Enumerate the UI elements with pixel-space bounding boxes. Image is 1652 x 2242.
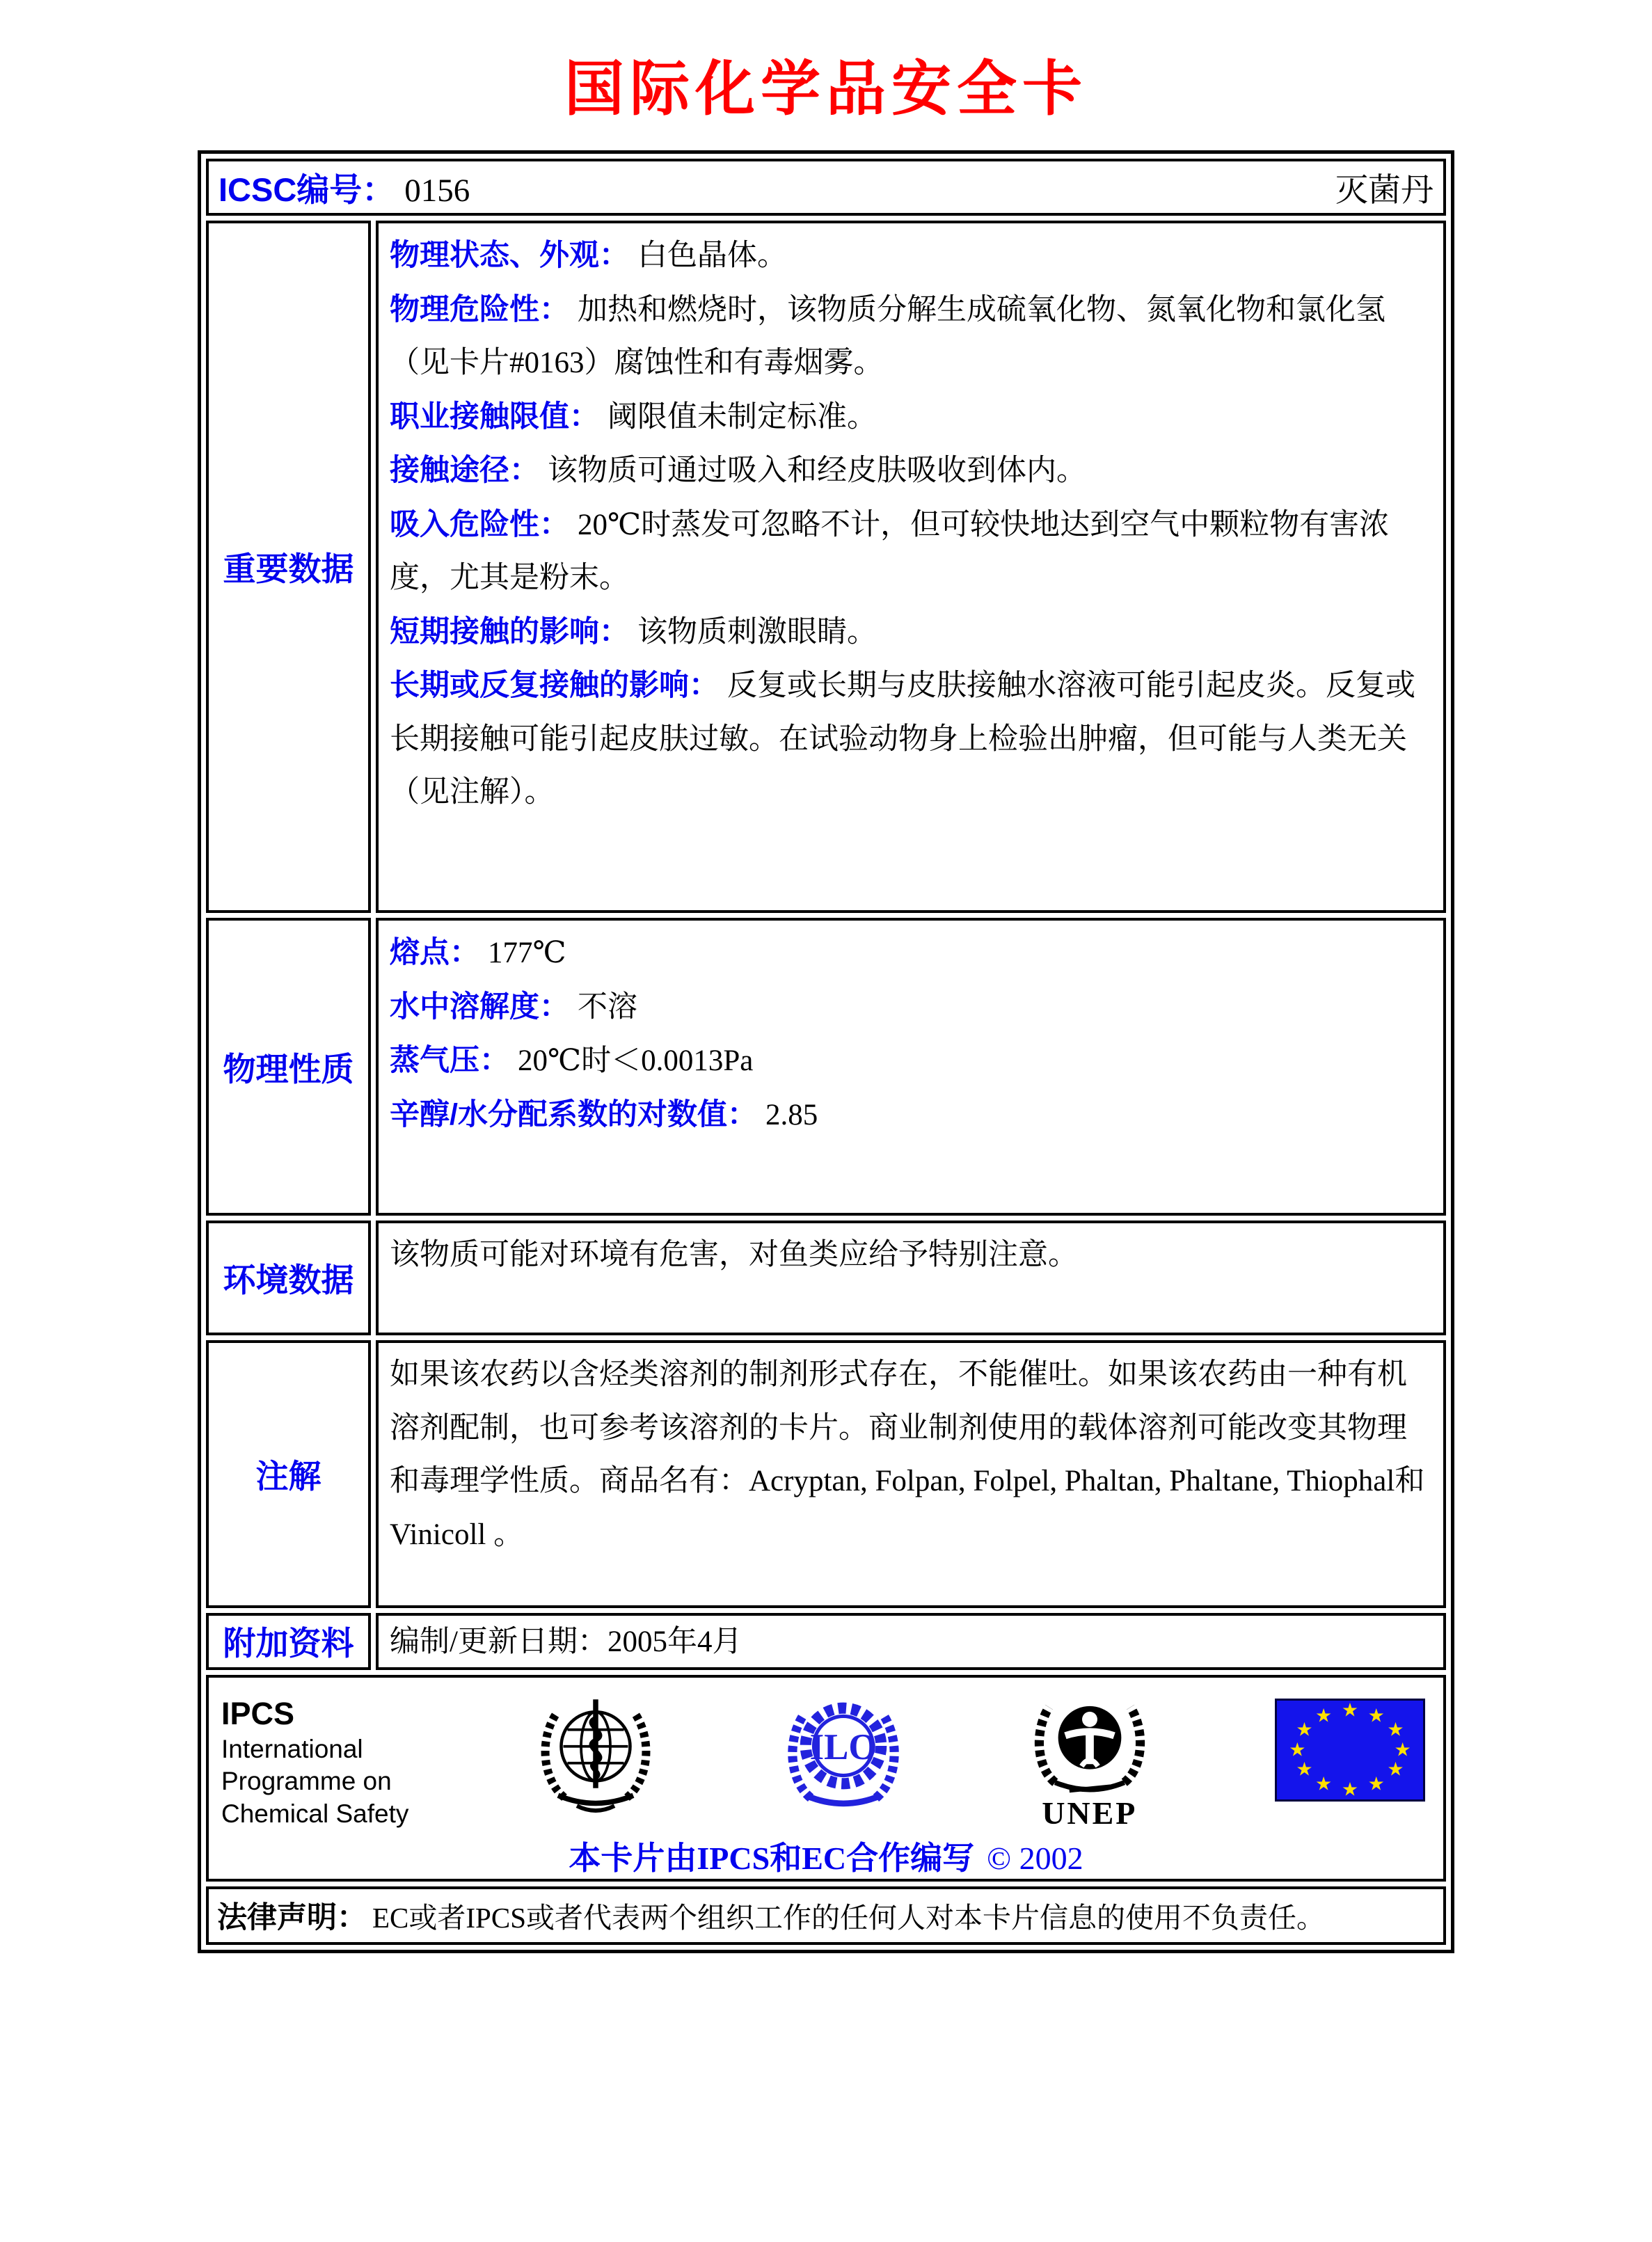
header-row [206, 159, 1446, 216]
field-value: 2.85 [765, 1098, 818, 1131]
eu-star-icon: ★ [1387, 1758, 1404, 1781]
field-value: 白色晶体。 [637, 239, 787, 272]
icsc-number-label: ICSC编号： [219, 170, 395, 208]
eu-star-icon: ★ [1341, 1779, 1359, 1801]
legal-cell [206, 1886, 1446, 1945]
ilo-logo-icon [782, 1689, 905, 1818]
physical-properties-row [206, 918, 1446, 1216]
field-label: 职业接触限值： [390, 399, 599, 434]
ipcs-line: International [221, 1735, 363, 1764]
eu-star-icon: ★ [1367, 1705, 1385, 1727]
eu-flag-icon [1275, 1699, 1425, 1802]
field-value: 反复或长期与皮肤接触水溶液可能引起皮炎。反复或长期接触可能引起皮肤过敏。在试验动物身上检验出肿瘤，但可能与人类无关（见注解）。 [390, 669, 1415, 809]
field-label: 长期或反复接触的影响： [390, 669, 719, 703]
eu-star-icon: ★ [1394, 1739, 1411, 1761]
field-label: 物理状态、外观： [390, 239, 629, 272]
field-value: 编制/更新日期：2005年4月 [390, 1625, 742, 1658]
icsc-number-value: 0156 [404, 172, 470, 209]
icsc-card-table [198, 150, 1454, 1953]
substance-name: 灭菌丹 [1335, 172, 1433, 209]
data-line [390, 1623, 1432, 1662]
notes-row [206, 1340, 1446, 1608]
copyright-text: © 2002 [987, 1840, 1083, 1876]
field-label: 物理危险性： [390, 292, 569, 326]
field-value: 该物质可能对环境有危害，对鱼类应给予特别注意。 [390, 1239, 1078, 1271]
data-line [390, 444, 1432, 498]
legal-text: EC或者IPCS或者代表两个组织工作的任何人对本卡片信息的使用不负责任。 [372, 1902, 1325, 1934]
additional-info-content [376, 1613, 1446, 1670]
field-label: 水中溶解度： [390, 989, 569, 1024]
field-label: 接触途径： [390, 454, 539, 488]
data-line [390, 659, 1432, 820]
field-value: 如果该农药以含烃类溶剂的制剂形式存在，不能催吐。如果该农药由一种有机溶剂配制，也可参考该溶剂的卡片。商业制剂使用的载体溶剂可能改变其物理和毒理学性质。商品名有：Acryptan, Folpan, Folpel, Phaltan, Phaltane, Thiophal和 Vinicoll 。 [390, 1358, 1425, 1551]
section-label-additional-info: 附加资料 [206, 1613, 371, 1670]
footer-caption [209, 1833, 1443, 1879]
field-value: 该物质可通过吸入和经皮肤吸收到体内。 [548, 454, 1086, 488]
eu-star-icon: ★ [1315, 1705, 1333, 1727]
ipcs-line: Programme on [221, 1767, 392, 1796]
important-data-content [376, 221, 1446, 913]
unep-logo-block [1028, 1689, 1151, 1831]
field-label: 蒸气压： [390, 1044, 509, 1078]
field-value: 阈限值未制定标准。 [607, 400, 877, 434]
logos-cell [206, 1675, 1446, 1882]
eu-star-icon: ★ [1387, 1719, 1404, 1741]
ipcs-line: Chemical Safety [221, 1799, 409, 1828]
data-line [390, 1034, 1432, 1088]
data-line [390, 605, 1432, 660]
ipcs-text-block [221, 1689, 408, 1830]
section-label-notes: 注解 [206, 1340, 371, 1608]
important-data-row [206, 221, 1446, 913]
caption-text: 本卡片由IPCS和EC合作编写 [569, 1840, 975, 1876]
eu-star-icon: ★ [1315, 1773, 1333, 1795]
data-line [390, 283, 1432, 390]
section-label-environmental-data: 环境数据 [206, 1221, 371, 1335]
ilo-monogram: ILO [809, 1726, 877, 1767]
eu-star-icon: ★ [1296, 1758, 1313, 1781]
icsc-number-group [219, 164, 470, 211]
field-label: 吸入危险性： [390, 507, 569, 541]
field-label: 辛醇/水分配系数的对数值： [390, 1097, 757, 1131]
field-value: 加热和燃烧时，该物质分解生成硫氧化物、氮氧化物和氯化氢（见卡片#0163）腐蚀性和有毒烟雾。 [390, 293, 1385, 380]
who-logo-icon [533, 1689, 658, 1820]
field-label: 熔点： [390, 936, 479, 969]
data-line [390, 390, 1432, 445]
page-title: 国际化学品安全卡 [564, 56, 1088, 122]
eu-star-icon: ★ [1296, 1719, 1313, 1741]
field-value: 177℃ [488, 937, 566, 969]
data-line [390, 1349, 1432, 1561]
additional-info-row [206, 1613, 1446, 1670]
field-value: 不溶 [578, 990, 637, 1024]
eu-star-icon: ★ [1341, 1699, 1359, 1722]
field-label: 短期接触的影响： [390, 614, 629, 649]
field-value: 该物质刺激眼睛。 [637, 615, 877, 649]
eu-star-icon: ★ [1367, 1773, 1385, 1795]
field-value: 20℃时＜0.0013Pa [518, 1044, 754, 1078]
environmental-data-content [376, 1221, 1446, 1335]
unep-logo-icon [1028, 1689, 1151, 1799]
unep-label: UNEP [1042, 1795, 1138, 1831]
header-cell [206, 159, 1446, 216]
data-line [390, 926, 1432, 980]
legal-label: 法律声明： [217, 1901, 367, 1935]
data-line [390, 1088, 1432, 1143]
field-value: 20℃时蒸发可忽略不计，但可较快地达到空气中颗粒物有害浓度，尤其是粉末。 [390, 508, 1390, 595]
notes-content [376, 1340, 1446, 1608]
physical-properties-content [376, 918, 1446, 1216]
eu-star-icon: ★ [1289, 1739, 1306, 1761]
legal-row [206, 1886, 1446, 1945]
data-line [390, 498, 1432, 605]
environmental-data-row [206, 1221, 1446, 1335]
section-label-physical-properties: 物理性质 [206, 918, 371, 1216]
logos-row [206, 1675, 1446, 1882]
section-label-important-data: 重要数据 [206, 221, 371, 913]
ipcs-title: IPCS [221, 1695, 295, 1731]
data-line [390, 229, 1432, 283]
data-line [390, 980, 1432, 1035]
data-line [390, 1229, 1432, 1282]
